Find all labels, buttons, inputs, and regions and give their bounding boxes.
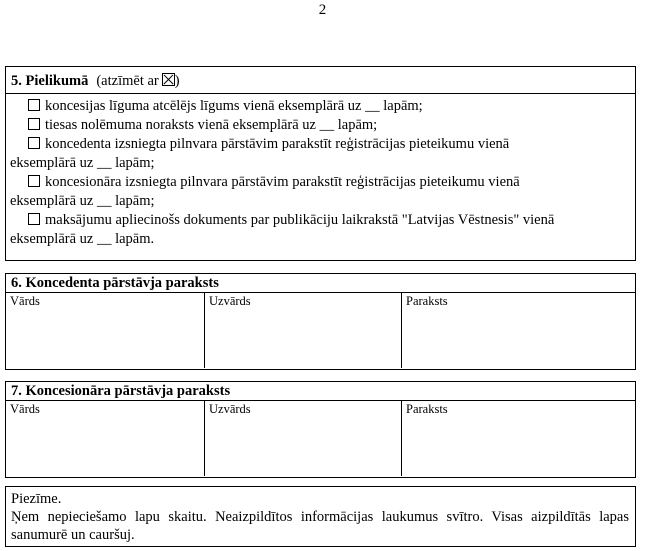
hint-text-close: ) <box>174 73 180 89</box>
hint-text-open: (atzīmēt ar <box>96 73 159 89</box>
attachment-item <box>28 97 629 116</box>
attachment-item <box>28 211 629 230</box>
page-number: 2 <box>318 2 327 18</box>
surname-label: Uzvārds <box>209 294 251 308</box>
checkbox-icon[interactable] <box>28 175 40 187</box>
name-label: Vārds <box>10 402 40 416</box>
attachment-item <box>28 116 629 135</box>
signature-label: Paraksts <box>406 294 448 308</box>
signature-label: Paraksts <box>406 402 448 416</box>
attachment-item <box>28 173 629 192</box>
checked-box-icon <box>162 73 175 86</box>
concessionaire-signature-row <box>6 401 635 476</box>
attachment-item-text: koncesionāra izsniegta pilnvara pārstāvim parakstīt reģistrācijas pieteikumu vienā <box>45 174 520 190</box>
attachment-item-text: maksājumu apliecinošs dokuments par publikāciju laikrakstā "Latvijas Vēstnesis" vienā <box>45 212 555 228</box>
attachment-item-text: koncedenta izsniegta pilnvara pārstāvim parakstīt reģistrācijas pieteikumu vienā <box>45 136 510 152</box>
checkbox-icon[interactable] <box>28 213 40 225</box>
checkbox-icon[interactable] <box>28 99 40 111</box>
grantor-signature-section <box>5 273 636 370</box>
grantor-signature-title: 6. Koncedenta pārstāvja paraksts <box>6 274 635 293</box>
concessionaire-surname-field[interactable] <box>205 401 402 476</box>
attachments-hint <box>96 73 179 89</box>
attachments-header <box>6 67 635 94</box>
concessionaire-signature-section <box>5 381 636 478</box>
surname-label: Uzvārds <box>209 402 251 416</box>
note-title: Piezīme. <box>11 491 62 507</box>
attachment-item-continuation: eksemplārā uz __ lapām. <box>10 231 155 247</box>
attachment-item-text: koncesijas līguma atcēlējs līgums vienā eksemplārā uz __ lapām; <box>45 98 423 114</box>
concessionaire-name-field[interactable] <box>6 401 205 476</box>
attachments-list <box>6 94 635 249</box>
concessionaire-signature-field[interactable] <box>402 401 635 476</box>
concessionaire-signature-title: 7. Koncesionāra pārstāvja paraksts <box>6 382 635 401</box>
note-text: Ņem nepieciešamo lapu skaitu. Neaizpildītos informācijas laukumus svītro. Visas aizpildītās lapas sanumurē un cauršuj. <box>11 509 629 543</box>
grantor-surname-field[interactable] <box>205 293 402 368</box>
attachments-title: 5. Pielikumā <box>11 73 89 89</box>
attachment-item <box>28 135 629 154</box>
attachment-item-continuation: eksemplārā uz __ lapām; <box>10 155 155 171</box>
name-label: Vārds <box>10 294 40 308</box>
grantor-signature-field[interactable] <box>402 293 635 368</box>
checkbox-icon[interactable] <box>28 118 40 130</box>
attachments-section <box>5 66 636 261</box>
attachment-item-continuation: eksemplārā uz __ lapām; <box>10 193 155 209</box>
grantor-signature-row <box>6 293 635 368</box>
attachment-item-text: tiesas nolēmuma noraksts vienā eksemplārā uz __ lapām; <box>45 117 378 133</box>
checkbox-icon[interactable] <box>28 137 40 149</box>
grantor-name-field[interactable] <box>6 293 205 368</box>
note-box <box>5 486 636 547</box>
